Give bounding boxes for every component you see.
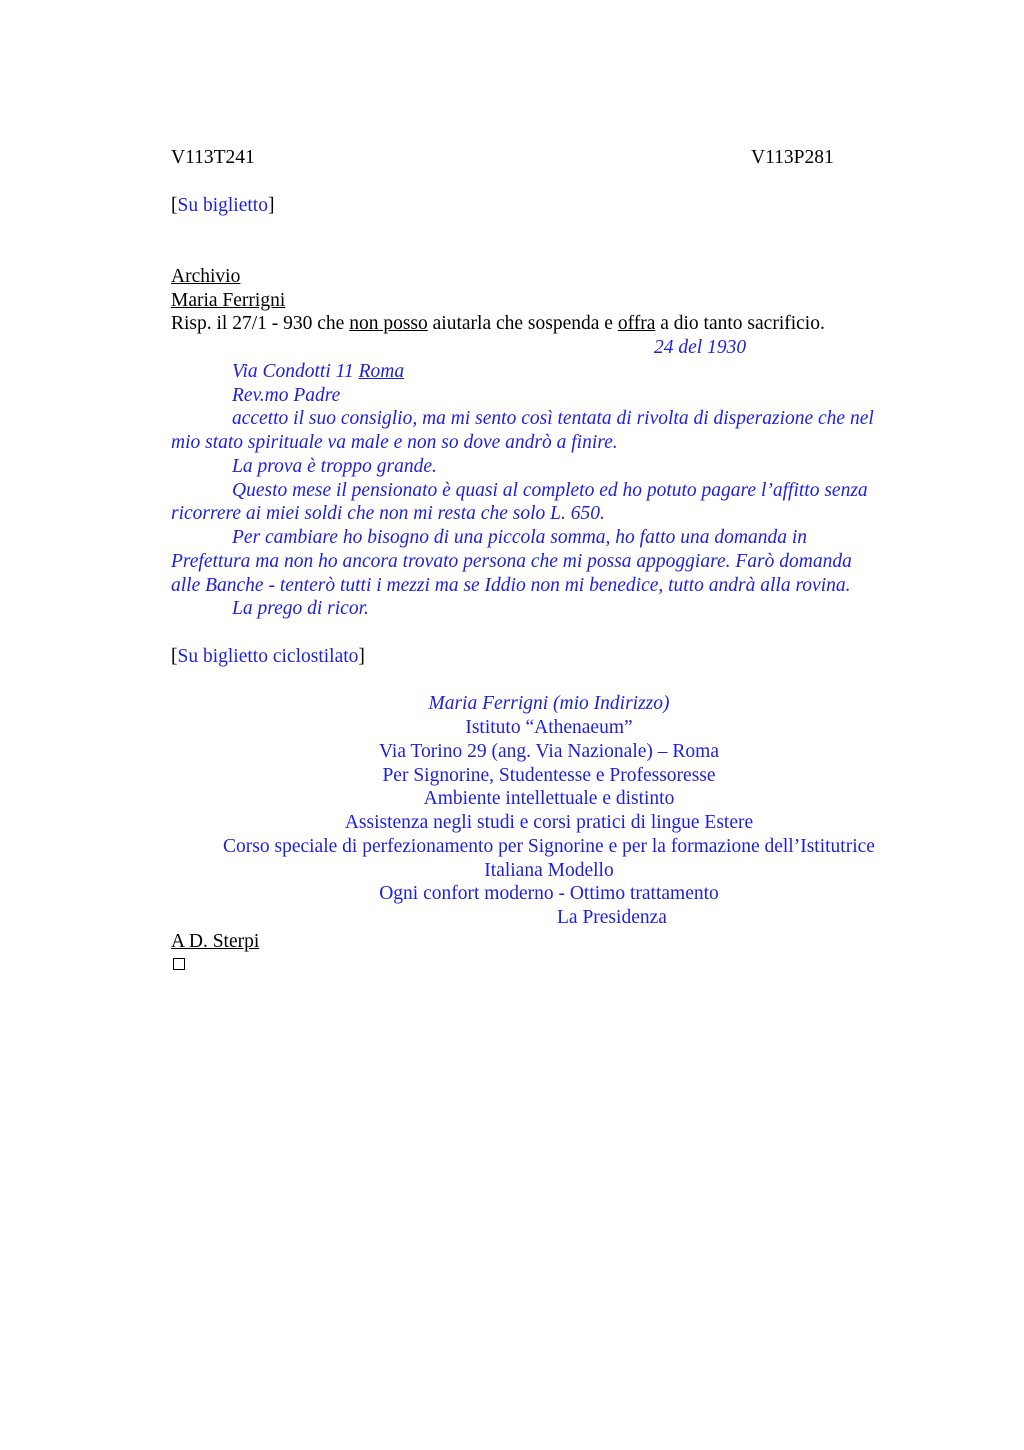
letter-p1-line1: accetto il suo consiglio, ma mi sento così tentata di rivolta di disperazione che nel: [232, 408, 874, 429]
bracket-close: ]: [267, 195, 275, 216]
flyer-assistenza: Assistenza negli studi e corsi pratici di lingue Estere: [344, 812, 754, 833]
flyer-ambiente: Ambiente intellettuale e distinto: [423, 788, 675, 809]
address-city: Roma: [358, 361, 405, 382]
letter-p1-line2: mio stato spirituale va male e non so dove andrò a finire.: [171, 432, 618, 453]
letter-p5: La prego di ricor.: [232, 598, 369, 619]
flyer-institute: Istituto “Athenaeum”: [465, 717, 633, 738]
letter-p4-line3: alle Banche - tenterò tutti i mezzi ma se Iddio non mi benedice, tutto andrà alla rovina.: [171, 575, 851, 596]
letter-p4-line1: Per cambiare ho bisogno di una piccola somma, ho fatto una domanda in: [232, 527, 808, 548]
flyer-corso-line1: Corso speciale di perfezionamento per Signorine e per la formazione dell’Istitutrice: [223, 836, 875, 857]
archive-reply: [171, 312, 825, 336]
bracket-close: ]: [358, 646, 365, 667]
reply-suffix: a dio tanto sacrificio.: [655, 313, 825, 334]
header-left-code: V113T241: [171, 147, 255, 168]
archive-label: Archivio: [171, 266, 241, 287]
flyer-name: Maria Ferrigni (mio Indirizzo): [428, 693, 670, 714]
checkbox-icon: [173, 958, 185, 970]
note-text: Su biglietto: [177, 195, 268, 216]
letter-p2: La prova è troppo grande.: [232, 456, 437, 477]
letter-p4-line2: Prefettura ma non ho ancora trovato persona che mi possa appoggiare. Farò domanda: [171, 551, 852, 572]
bracket-open: [: [171, 195, 178, 216]
letter-date: 24 del 1930: [654, 337, 747, 358]
letter-p3-line1: Questo mese il pensionato è quasi al completo ed ho potuto pagare l’affitto senza: [232, 480, 868, 501]
flyer-audience: Per Signorine, Studentesse e Professoresse: [382, 765, 716, 786]
letter-p3-line2: ricorrere ai miei soldi che non mi resta che solo L. 650.: [171, 503, 605, 524]
reply-mid: aiutarla che sospenda e: [427, 313, 618, 334]
reply-underline-2: offra: [617, 313, 656, 334]
flyer-corso-line2: Italiana Modello: [484, 860, 614, 881]
archive-name: Maria Ferrigni: [171, 290, 286, 311]
note-text: Su biglietto ciclostilato: [177, 646, 359, 667]
address-street: Via Condotti 11: [232, 361, 359, 382]
footer-addressee: A D. Sterpi: [171, 931, 260, 952]
flyer-comfort: Ogni confort moderno - Ottimo trattamento: [379, 883, 719, 904]
letter-salutation: Rev.mo Padre: [232, 385, 341, 406]
flyer-address: Via Torino 29 (ang. Via Nazionale) – Roma: [379, 741, 719, 762]
flyer-presidenza: La Presidenza: [557, 907, 667, 928]
header-right-code: V113P281: [751, 147, 834, 168]
note-su-biglietto: [171, 194, 274, 218]
letter-address: [232, 360, 404, 384]
bracket-open: [: [171, 646, 178, 667]
note-su-biglietto-ciclostilato: [171, 645, 365, 669]
reply-prefix: Risp. il 27/1 - 930 che: [171, 313, 350, 334]
reply-underline-1: non posso: [349, 313, 428, 334]
